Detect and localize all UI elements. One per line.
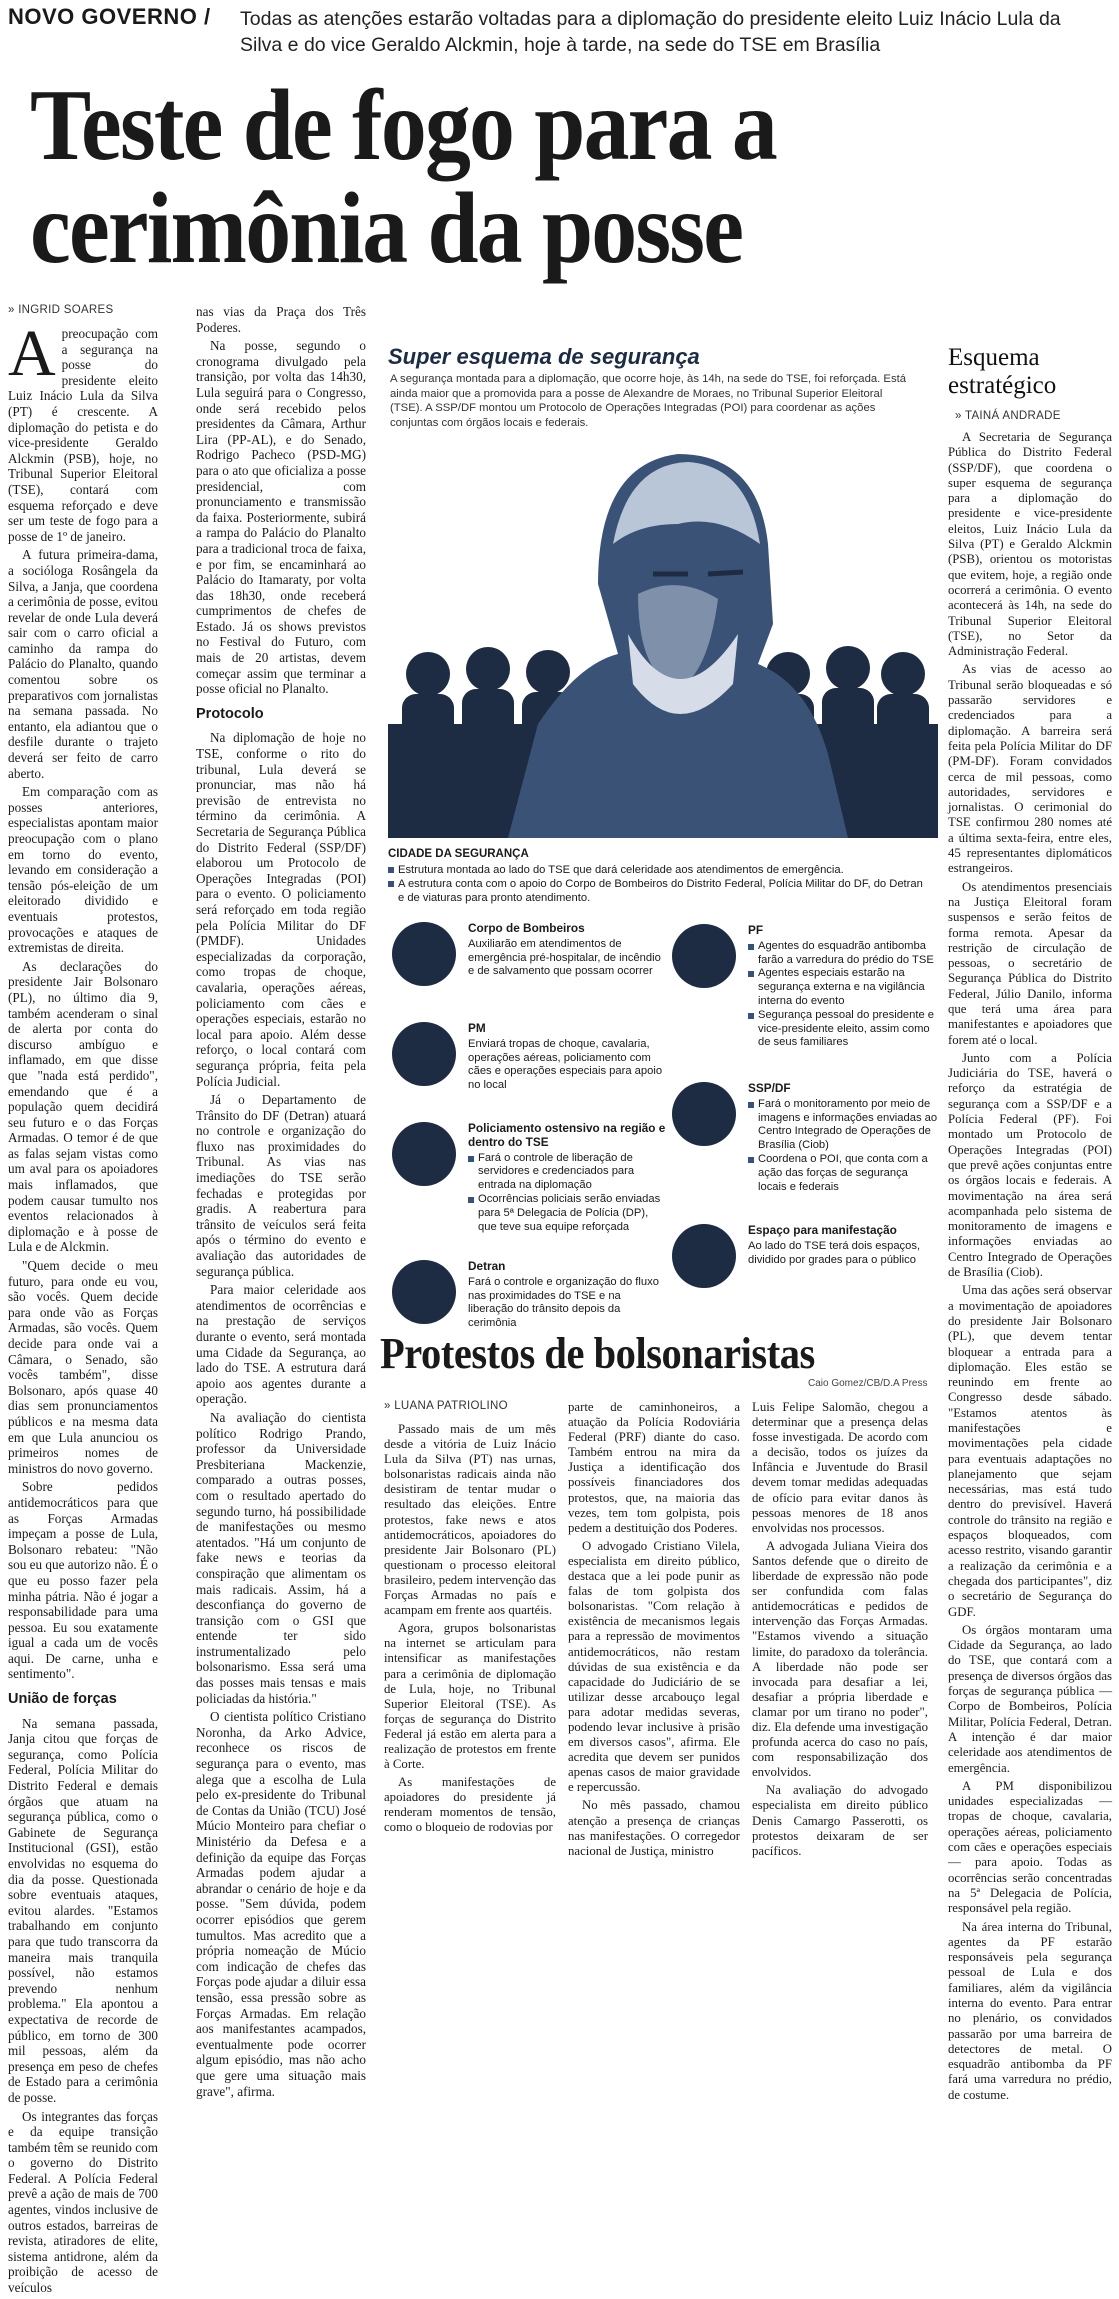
dropcap: A: [8, 317, 56, 390]
paragraph: Junto com a Polícia Judiciária do TSE, haverá o reforço da estratégia de segurança com a SSP/DF e a Polícia Federal (PF). Foi montado um Protocolo de Operações Integradas (POI) que prevê ações conjuntas entre os órgãos locais e federais. A movimentação na área será acompanhada pelo sistema de monitoramento de imagens e informações enviadas ao Centro Integrado de Operações de Brasília (Ciob).: [948, 1050, 1112, 1280]
agency-detran: Detran Fará o controle e organização do fluxo nas proximidades do TSE e na liberação do trânsito depois da cerimônia: [392, 1260, 672, 1350]
paragraph: Na diplomação de hoje no TSE, conforme o rito do tribunal, Lula deverá se pronunciar, mas não há previsão de entrevista no término da cerimônia. A Secretaria de Segurança Pública do Distrito Federal (SSP/DF) elaborou um Protocolo de Operações Integradas (POI) para o evento. O policiamento será reforçado em toda região pela Polícia Militar do DF (PMDF). Unidades especializadas da corporação, como tropas de choque, cavalaria, operações aéreas, policiamento com cães e operações especiais, estarão no local para apoio. Além desse reforço, o local contará com segurança própria, feita pela Polícia Judicial.: [196, 730, 366, 1089]
police-car-icon: [392, 1122, 456, 1186]
paragraph: Já o Departamento de Trânsito do DF (Detran) atuará no controle e organização do fluxo nas proximidades do Tribunal. As vias nas imediações do TSE serão fechadas e protegidas por gradis. A reabertura para trânsito de veículos será feita após o término do evento e avaliação das autoridades de segurança pública.: [196, 1092, 366, 1279]
cidade-item: Estrutura montada ao lado do TSE que dará celeridade aos atendimentos de emergência.: [388, 863, 928, 877]
paragraph: Na avaliação do advogado especialista em direito público Denis Camargo Passerotti, os protestos deixaram de ser pacíficos.: [752, 1783, 928, 1858]
paragraph: Em comparação com as posses anteriores, especialistas apontam maior preocupação com o plano em torno do evento, levando em consideração a tensão pós-eleição de um eleitorado dividido e eventuais protestos, provocações e ataques de extremistas de direita.: [8, 784, 158, 956]
section-label: NOVO GOVERNO /: [8, 4, 211, 29]
agency-bombeiros: Corpo de Bombeiros Auxiliarão em atendimentos de emergência pré-hospitalar, de incêndio e de salvamento que possam ocorrer: [392, 922, 672, 1012]
cidade-item: A estrutura conta com o apoio do Corpo de Bombeiros do Distrito Federal, Polícia Militar do DF, do Detran e de viaturas para pronto atendimento.: [388, 877, 928, 905]
paragraph: As vias de acesso ao Tribunal serão bloqueadas e só passarão servidores e credenciados para a diplomação. A barreira será feita pela Polícia Militar do DF (PM-DF). Foram convidados cerca de mil pessoas, como autoridades, servidores e jornalistas. O cerimonial do TSE confirmou 280 nomes até a última sexta-feira, entre eles, 45 representantes diplomáticos estrangeiros.: [948, 662, 1112, 876]
paragraph: Passado mais de um mês desde a vitória de Luiz Inácio Lula da Silva (PT) nas urnas, bolsonaristas radicais ainda não desistiram de tentar mudar o resultado das eleições. Entre protestos, fake news e atos antidemocráticos, apoiadores do presidente Jair Bolsonaro (PL) questionam o processo eleitoral brasileiro, pedem intervenção das Forças Armadas no país e acampam em frente aos quartéis.: [384, 1422, 556, 1618]
protest-headline: Protestos de bolsonaristas: [380, 1329, 815, 1378]
subhead-protocolo: Protocolo: [196, 705, 264, 722]
paragraph: Na avaliação do cientista político Rodrigo Prando, professor da Universidade Presbiteriana Mackenzie, comparado a outras posses, com o resultado apertado do segundo turno, há possibilidade de manifestações ou mesmo atentados. "Há um conjunto de fake news e teorias da conspiração que alimentam os mais radicais. Assim, há a desconfiança do governo de transição com o GSI que entende ter sido instrumentalizado pelo bolsonarismo. Essa será uma das posses mais tensas e mais policiadas da história.": [196, 1409, 366, 1706]
traffic-cone-icon: [392, 1260, 456, 1324]
protest-column-1: [384, 1422, 556, 1839]
cidade-title: CIDADE DA SEGURANÇA: [388, 848, 529, 860]
paragraph: O advogado Cristiano Vilela, especialista em direito público, destaca que a lei pode punir as falas de tom golpista dos bolsonaristas. "Com relação à existência de mecanismos legais para a repressão de movimentos antidemocráticos, não restam dúvidas de sua existência e da capacidade do Judiciário de se utilizar desse arcabouço legal para adotar medidas severas, podendo levar inclusive à prisão em diversos casos", afirma. Ele acredita que devem ser punidos apenas casos de maior gravidade e repercussão.: [568, 1538, 740, 1795]
paragraph: No mês passado, chamou atenção a presença de crianças nas manifestações. O corregedor nacional de Justiça, ministro: [568, 1798, 740, 1858]
paragraph: Luis Felipe Salomão, chegou a determinar que a presença delas fosse investigada. De acordo com a decisão, todos os juízes da Infância e Juventude do Brasil devem tomar medidas adequadas de ofício para evitar danos às pessoas menores de 18 anos envolvidas nos processos.: [752, 1400, 928, 1535]
infographic-intro: A segurança montada para a diplomação, que ocorre hoje, às 14h, na sede do TSE, foi reforçada. Está ainda maior que a promovida para a posse de Alexandre de Moraes, no Tribunal Superior Eleitoral (TSE). A SSP/DF montou um Protocolo de Operações Integradas (POI) para coordenar as ações conjuntas com órgãos locais e federais.: [390, 373, 907, 429]
kicker-text: Todas as atenções estarão voltadas para a diplomação do presidente eleito Luiz Inácio Lula da Silva e do vice Geraldo Alckmin, hoje à tarde, na sede do TSE em Brasília: [240, 8, 1061, 56]
paragraph: parte de caminhoneiros, a atuação da Polícia Rodoviária Federal (PRF) diante do caso. Também entrou na mira da Justiça a identificação dos possíveis financiadores dos protestos, que, na maioria das vezes, tem tom golpista, pois pedem a destituição dos Poderes.: [568, 1400, 740, 1535]
portrait-illustration: [388, 424, 938, 838]
paragraph: Os atendimentos presenciais na Justiça Eleitoral foram suspensos e serão feitos de forma remota. Apesar da restrição de circulação de pessoas, o secretário de Segurança Pública do Distrito Federal, Júlio Danilo, informa que terá uma área para manifestantes e apoiadores que forem até o local.: [948, 879, 1112, 1047]
sidebar-column: [948, 430, 1112, 2106]
paragraph: Os órgãos montaram uma Cidade da Segurança, ao lado do TSE, que contará com a presença de diversos órgãos das forças de segurança pública — Corpo de Bombeiros, Polícia Militar, Polícia Federal, Detran. A intenção é dar maior celeridade aos atendimentos de emergência.: [948, 1622, 1112, 1775]
paragraph: As manifestações de apoiadores do presidente já renderam momentos de tensão, como o bloqueio de rodovias por: [384, 1775, 556, 1835]
paragraph: Na posse, segundo o cronograma divulgado pela transição, por volta das 14h30, Lula seguirá para o Congresso, onde será recebido pelos presidentes da Câmara, Arthur Lira (PP-AL), e do Senado, Rodrigo Pacheco (PSD-MG) para o ato que oficializa a posse presidencial, com pronunciamento e transmissão da faixa. Posteriormente, subirá a rampa do Palácio do Planalto para a tradicional troca de faixa, e por fim, se encaminhará ao Palácio do Itamaraty, por volta das 18h30, onde receberá cumprimentos de chefes de Estado. Já os shows previstos no Festival do Futuro, com mais de 20 artistas, devem começar assim que terminar a posse oficial no Planalto.: [196, 338, 366, 697]
paragraph: A PM disponibilizou unidades especializadas — tropas de choque, cavalaria, operações aéreas, policiamento com cães e operações especiais — para apoio. Todas as ocorrências serão concentradas na 5ª Delegacia de Polícia, responsável pela região.: [948, 1778, 1112, 1916]
agency-pf: PF Agentes do esquadrão antibomba farão a varredura do prédio do TSE Agentes especiais estarão na segurança externa e na vigilância interna do evento Segurança pessoal do presidente e vice-presidente eleito, assim como de seus familiares: [672, 924, 942, 1064]
security-infographic: [388, 344, 943, 1494]
paragraph: "Quem decide o meu futuro, para onde eu vou, são vocês. Quem decide para onde vão as Forças Armadas, são vocês. Quem decide para onde vai a Câmara, o Senado, são vocês também", disse Bolsonaro, após quase 40 dias sem pronunciamentos públicos e na mesma data em que Lula anunciou os primeiros nomes de ministros do novo governo.: [8, 1258, 158, 1476]
sidebar-title: Esquema estratégico: [948, 344, 1057, 399]
surveillance-camera-icon: [672, 1082, 736, 1146]
paragraph: Os integrantes das forças e da equipe transição também têm se reunido com o governo do Distrito Federal. A Polícia Federal prevê a ação de mais de 700 agentes, vindos inclusive de outros estados, barreiras de revista, atiradores de elite, sistema antidrone, além da proibição de acesso de veículos: [8, 2108, 158, 2296]
paragraph: A futura primeira-dama, a socióloga Rosângela da Silva, a Janja, que coordena a cerimônia de posse, evitou revelar de onde Lula deverá sair com o carro oficial a caminho da rampa do Palácio do Planalto, quando comentou sobre os preparativos com jornalistas na semana passada. No entanto, ela adiantou que o desfile durante o trajeto deverá ser feito de carro aberto.: [8, 547, 158, 781]
crowd-icon: [672, 1224, 736, 1288]
firefighter-icon: [392, 922, 456, 986]
paragraph: Na área interna do Tribunal, agentes da PF estarão responsáveis pela segurança pessoal de Lula e dos familiares, além da vigilância interna do evento. Para entrar no plenário, os convidados passarão por uma barreira de detectores de metal. O esquadrão antibomba da PF fará uma varredura no prédio, de costume.: [948, 1919, 1112, 2102]
police-officer-icon: [392, 1022, 456, 1086]
agency-manifestacao: Espaço para manifestação Ao lado do TSE terá dois espaços, dividido por grades para o público: [672, 1224, 942, 1304]
subhead-uniao: União de forças: [8, 1691, 117, 1708]
police-badge-icon: [672, 924, 736, 988]
paragraph: Para maior celeridade aos atendimentos de ocorrências e na prestação de serviços durante o evento, será montada uma Cidade da Segurança, ao lado do TSE. A estrutura dará apoio aos agentes durante a operação.: [196, 1282, 366, 1407]
infographic-title: Super esquema de segurança: [388, 344, 700, 369]
agency-policiamento: Policiamento ostensivo na região e dentro do TSE Fará o controle de liberação de servidores e credenciados para entrada na diplomação Ocorrências policiais serão enviadas para 5ª Delegacia de Polícia (DP), que teve sua equipe reforçada: [392, 1122, 672, 1252]
protest-column-2: [568, 1400, 740, 1862]
sidebar-byline: » TAINÁ ANDRADE: [955, 410, 1061, 422]
agency-ssp-df: SSP/DF Fará o monitoramento por meio de imagens e informações enviadas ao Centro Integrado de Operações de Brasília (Ciob) Coordena o POI, que conta com a ação das forças de segurança locais e federais: [672, 1082, 942, 1212]
paragraph: O cientista político Cristiano Noronha, da Arko Advice, reconhece os riscos de segurança para o evento, mas alega que a escolha de Lula pelo ex-presidente do Tribunal de Contas da União (TCU) José Múcio Monteiro para chefiar o Ministério da Defesa e a definição da equipe das Forças Armadas podem ajudar a abrandar o cenário de hoje e da posse. "Sem dúvida, podem ocorrer episódios que gerem tumultos. Mas acredito que a própria nomeação de Múcio com indicação de chefes das Forças pode ajudar a diluir essa tensão, essa pressão sobre as Forças Armadas. Em relação aos manifestantes acampados, eventualmente pode ocorrer algum episódio, mas não acho que gere uma situação mais grave", afirma.: [196, 1709, 366, 2099]
paragraph: As declarações do presidente Jair Bolsonaro (PL), no último dia 9, também acenderam o sinal de alerta por conta do discurso ambíguo e inflamado, em que disse que "nada está perdido", emendando que é a população quem decidirá seu futuro e o das Forças Armadas. O temor é de que as falas sejam vistas como um aval para os apoiadores mais inflamados, que podem causar tumulto nos eventos relacionados à diplomação e à posse de Lula e de Alckmin.: [8, 958, 158, 1255]
paragraph: A Secretaria de Segurança Pública do Distrito Federal (SSP/DF), que coordena o super esquema de segurança para a diplomação do presidente e vice-presidente eleitos, Luiz Inácio Lula da Silva (PT) e Geraldo Alckmin (PSB), orientou os motoristas que evitem, hoje, a região onde ocorrerá a cerimônia. O evento acontecerá às 14h, na sede do Tribunal Superior Eleitoral (TSE), no Setor da Administração Federal.: [948, 430, 1112, 659]
headline: Teste de fogo para a cerimônia da posse: [30, 69, 776, 285]
paragraph: A advogada Juliana Vieira dos Santos defende que o direito de liberdade de expressão não pode ser confundida com falas antidemocráticas e pedidos de intervenção das Forças Armadas. "Estamos vivendo a situação limite, do paradoxo da tolerância. A liberdade não pode ser invocada para desafiar a lei, desafiar a própria liberdade e clamar por um tirano no poder", diz. Ela defende uma investigação profunda acerca do caso no país, com responsabilização dos envolvidos.: [752, 1538, 928, 1780]
paragraph: Uma das ações será observar a movimentação de apoiadores do presidente Jair Bolsonaro (PL), que devem tentar bloquear a entrada para a diplomação. Eles estão se reunindo em frente ao Congresso desde sábado. "Estamos atentos às manifestações e movimentações pela cidade para eventuais adaptações no planejamento que sejam necessárias, mas está tudo dentro do previsível. Haverá controle do trânsito na região e espaços bloqueados, com acesso restrito, visando garantir a realização da cerimônia e a chegada dos participantes", diz o secretário de Segurança do GDF.: [948, 1283, 1112, 1619]
article-column-2: [196, 304, 366, 2102]
paragraph: nas vias da Praça dos Três Poderes.: [196, 304, 366, 335]
agency-pm: PM Enviará tropas de choque, cavalaria, operações aéreas, policiamento com cães e operações especiais para apoio no local: [392, 1022, 672, 1112]
lead-paragraph: Apreocupação com a segurança na posse do presidente eleito Luiz Inácio Lula da Silva (PT) é crescente. A diplomação do petista e do vice-presidente Geraldo Alckmin (PSB), hoje, no Tribunal Superior Eleitoral (TSE), contará com esquema reforçado e deve ser um teste de fogo para a posse de 1º de janeiro.: [8, 317, 158, 544]
photo-credit: Caio Gomez/CB/D.A Press: [808, 1378, 928, 1389]
paragraph: Agora, grupos bolsonaristas na internet se articulam para intensificar as manifestações para a cerimônia de diplomação de Lula, hoje, no Tribunal Superior Eleitoral (TSE). As forças de segurança do Distrito Federal já estão em alerta para a realização de protestos em frente à Corte.: [384, 1621, 556, 1772]
cidade-seguranca: [388, 847, 928, 905]
paragraph: Na semana passada, Janja citou que forças de segurança, como Polícia Federal, Polícia Militar do Distrito Federal e demais órgãos que atuam na segurança pública, como o Gabinete de Segurança Institucional (GSI), estão envolvidas no esquema do dia da posse. Questionada sobre eventuais ataques, evitou alardes. "Estamos trabalhando em conjunto para que tudo transcorra da maneira mais tranquila possível, não estamos prevendo nenhum problema." Ela apontou a expectativa de recorde de público, em torno de 300 mil pessoas, além da presença em peso de chefes de Estado para a cerimônia de posse.: [8, 1715, 158, 2105]
main-byline: » INGRID SOARES: [8, 304, 114, 316]
protest-column-3: [752, 1400, 928, 1862]
paragraph: Sobre pedidos antidemocráticos para que as Forças Armadas impeçam a posse de Lula, Bolsonaro rebateu: "Não sou eu que autorizo não. É o que eu posso fazer pela minha pátria. Não é jogar a responsabilidade para uma pessoa. Eu sou exatamente igual a cada um de vocês aqui. De carne, unha e sentimento".: [8, 1479, 158, 1682]
protest-byline: » LUANA PATRIOLINO: [384, 1400, 508, 1412]
article-column-1: [8, 317, 158, 2299]
